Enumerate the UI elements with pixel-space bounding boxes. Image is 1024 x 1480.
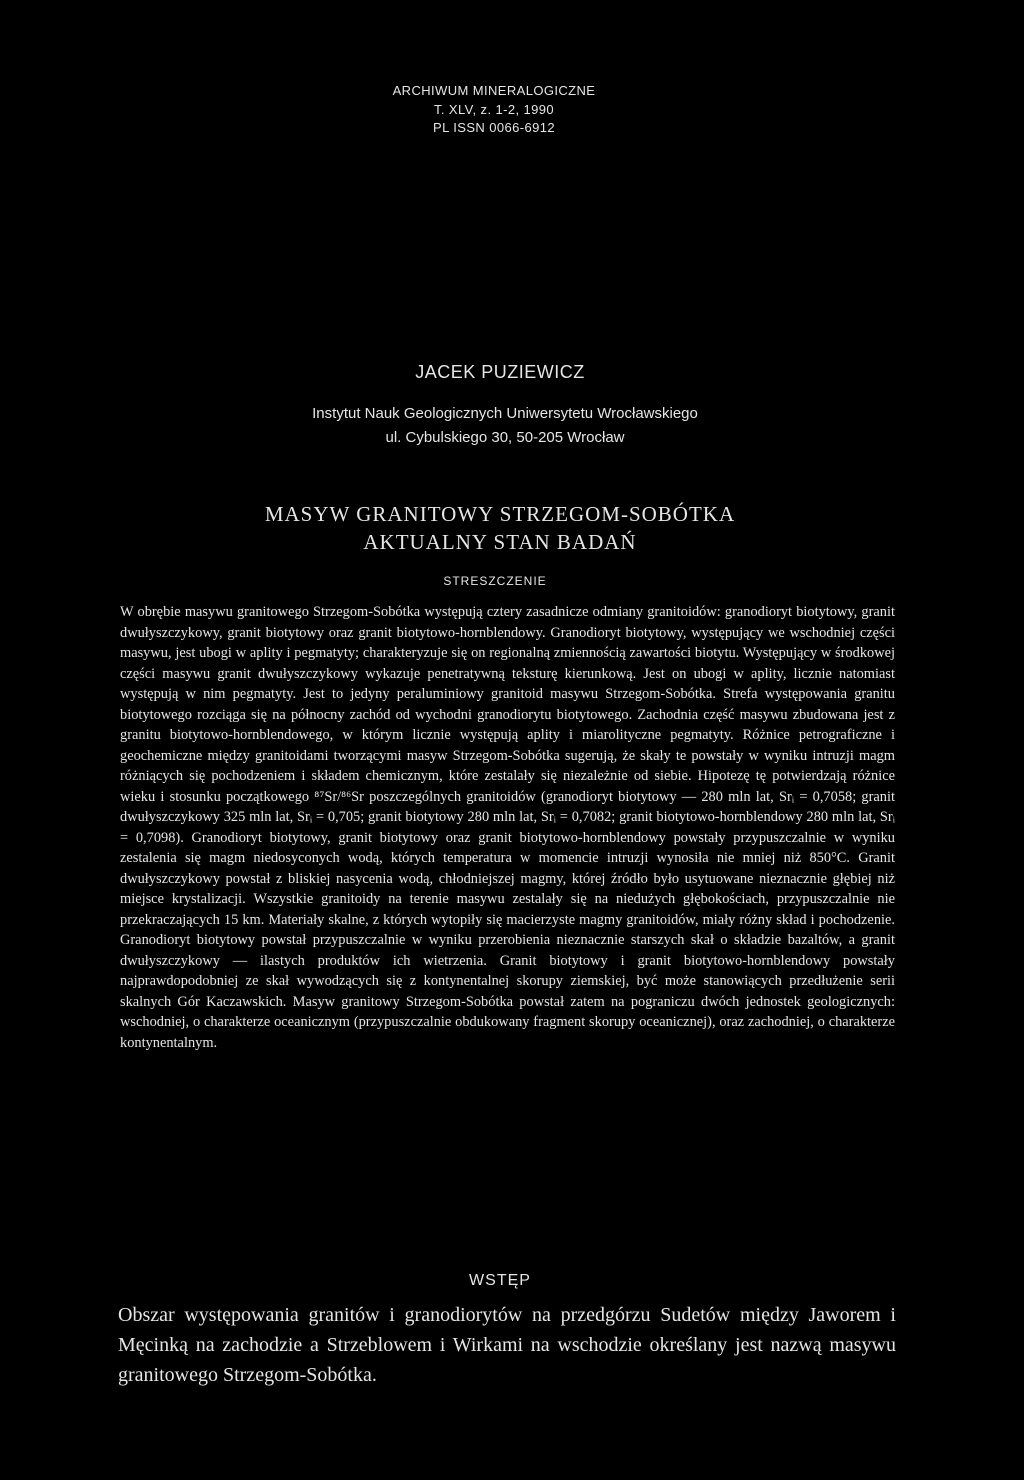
paper-title xyxy=(0,500,1000,556)
journal-header xyxy=(344,82,644,138)
introduction-text: Obszar występowania granitów i granodiorytów na przedgórzu Sudetów między Jaworem i Męcinką na zachodzie a Strzeblowem i Wirkami na wschodzie określany jest nazwą masywu granitowego Strzegom-Sobótka. xyxy=(118,1304,896,1386)
journal-volume: T. XLV, z. 1-2, 1990 xyxy=(433,101,555,117)
author-affiliation xyxy=(0,402,1010,450)
abstract-heading: STRESZCZENIE xyxy=(443,574,547,588)
journal-issn: PL ISSN 0066-6912 xyxy=(433,120,555,135)
abstract-text: W obrębie masywu granitowego Strzegom-Sobótka występują cztery zasadnicze odmiany granitoidów: granodioryt biotytowy, granit dwułyszczykowy, granit biotytowy oraz granit biotytowo-hornblendowy. Granodioryt biotytowy, występujący we wschodniej części masywu, jest ubogi w aplity i pegmatyty; charakteryzuje się on regionalną zmiennością zawartości biotytu. Występujący w środkowej części masywu granit dwułyszczykowy wykazuje penetratywną teksturę kierunkową. Jest on ubogi w aplity, licznie natomiast występują w nim pegmatyty. Jest to jedyny peraluminiowy granitoid masywu Strzegom-Sobótka. Strefa występowania granitu biotytowego rozciąga się na północny zachód od wychodni granodiorytu biotytowego. Zachodnia część masywu zbudowana jest z granitu biotytowo-hornblendowego, w którym licznie występują aplity i miarolityczne pegmatyty. Różnice petrograficzne i geochemiczne między granitoidami tworzącymi masyw Strzegom-Sobótka sugerują, że skały te powstały w wyniku intruzji magm różniących się pochodzeniem i składem chemicznym, które zestalały się niezależnie od siebie. Hipotezę tę potwierdzają różnice wieku i stosunku początkowego ⁸⁷Sr/⁸⁶Sr poszczególnych granitoidów (granodioryt biotytowy — 280 mln lat, Srᵢ = 0,7058; granit dwułyszczykowy 325 mln lat, Srᵢ = 0,705; granit biotytowy 280 mln lat, Srᵢ = 0,7082; granit biotytowo-hornblendowy 280 mln lat, Srᵢ = 0,7098). Granodioryt biotytowy, granit biotytowy oraz granit biotytowo-hornblendowy powstały przypuszczalnie w wyniku zestalenia się magm niedosyconych wodą, których temperatura w momencie intruzji wynosiła nie mniej niż 850°C. Granit dwułyszczykowy powstał z bliskiej nasycenia wodą, chłodniejszej magmy, której źródło było usytuowane nieznacznie głębiej niż miejsce krystalizacji. Wszystkie granitoidy na terenie masywu zestalały się na niedużych głębokościach, przypuszczalnie nie przekraczających 15 km. Materiały skalne, z których wytopiły się macierzyste magmy granitoidów, miały różny skład i pochodzenie. Granodioryt biotytowy powstał przypuszczalnie w wyniku przerobienia nieznacznie starszych skał o składzie bazaltów, a granit dwułyszczykowy — ilastych produktów ich wietrzenia. Granit biotytowy i granit biotytowo-hornblendowy powstały najprawdopodobniej ze skał wywodzących się z kontynentalnej skorupy ziemskiej, być może stanowiących przedłużenie serii skalnych Gór Kaczawskich. Masyw granitowy Strzegom-Sobótka powstał zatem na pograniczu dwóch jednostek geologicznych: wschodniej, o charakterze oceanicznym (przypuszczalnie obdukowany fragment skorupy oceanicznej), oraz zachodniej, o charakterze kontynentalnym. xyxy=(120,604,895,1051)
affiliation-line-2: ul. Cybulskiego 30, 50-205 Wrocław xyxy=(385,429,625,446)
author-name: JACEK PUZIEWICZ xyxy=(415,362,585,382)
title-line-1: MASYW GRANITOWY STRZEGOM-SOBÓTKA xyxy=(264,502,736,526)
title-line-2: AKTUALNY STAN BADAŃ xyxy=(363,530,637,554)
journal-name: ARCHIWUM MINERALOGICZNE xyxy=(392,83,596,98)
section-heading-introduction: WSTĘP xyxy=(469,1272,531,1289)
affiliation-line-1: Instytut Nauk Geologicznych Uniwersytetu Wrocławskiego xyxy=(312,405,698,422)
